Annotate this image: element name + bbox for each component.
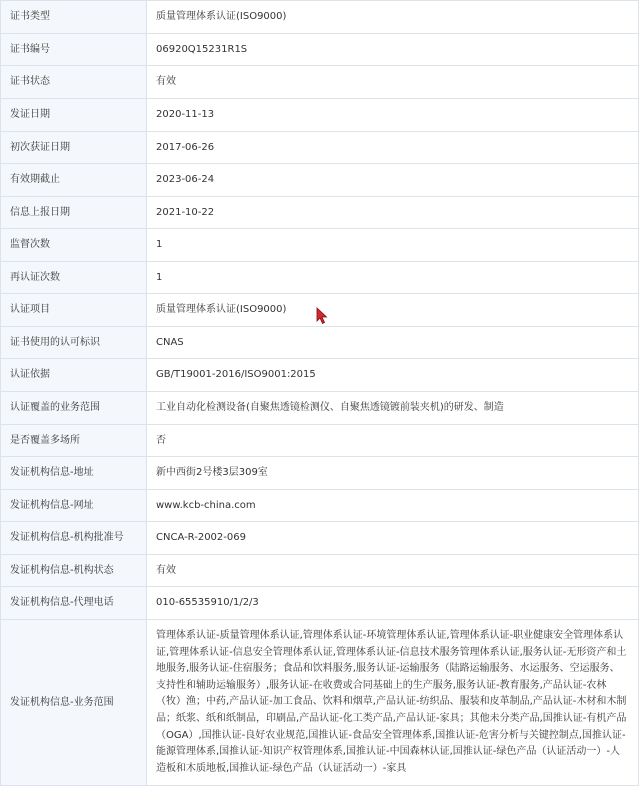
value-accreditation-mark: CNAS <box>147 327 639 359</box>
label-expiry-date: 有效期截止 <box>1 164 147 197</box>
label-cert-basis: 认证依据 <box>1 359 147 392</box>
value-issuer-website: www.kcb-china.com <box>147 490 639 522</box>
row-first-cert-date <box>1 132 639 164</box>
label-cert-type: 证书类型 <box>1 1 147 34</box>
label-issuer-business-scope: 发证机构信息-业务范围 <box>1 620 147 786</box>
value-issuer-phone: 010-65535910/1/2/3 <box>147 587 639 620</box>
row-cert-status <box>1 66 639 99</box>
row-issue-date <box>1 99 639 132</box>
row-issuer-address <box>1 457 639 490</box>
value-cert-number: 06920Q15231R1S <box>147 34 639 66</box>
value-cert-type: 质量管理体系认证(ISO9000) <box>147 1 639 34</box>
label-issuer-approval-no: 发证机构信息-机构批准号 <box>1 522 147 555</box>
row-supervision-count <box>1 229 639 262</box>
value-cert-project: 质量管理体系认证(ISO9000) <box>147 294 639 327</box>
row-issuer-website <box>1 490 639 522</box>
row-recert-count <box>1 262 639 294</box>
label-cert-status: 证书状态 <box>1 66 147 99</box>
label-issuer-address: 发证机构信息-地址 <box>1 457 147 490</box>
row-cert-number <box>1 34 639 66</box>
value-multi-site: 否 <box>147 425 639 457</box>
label-cert-project: 认证项目 <box>1 294 147 327</box>
row-issuer-phone <box>1 587 639 620</box>
label-recert-count: 再认证次数 <box>1 262 147 294</box>
label-multi-site: 是否覆盖多场所 <box>1 425 147 457</box>
row-business-scope <box>1 392 639 425</box>
label-issuer-website: 发证机构信息-网址 <box>1 490 147 522</box>
value-cert-status: 有效 <box>147 66 639 99</box>
value-supervision-count: 1 <box>147 229 639 262</box>
row-cert-type <box>1 1 639 34</box>
value-issuer-business-scope: 管理体系认证-质量管理体系认证,管理体系认证-环境管理体系认证,管理体系认证-职业健康安全管理体系认证,管理体系认证-信息安全管理体系认证,管理体系认证-信息技术服务管理体系认证,服务认证-无形资产和土地服务,服务认证-住宿服务；食品和饮料服务,服务认证-运输服务（陆路运输服务、水运服务、空运服务、支持性和辅助运输服务）,服务认证-在收费或合同基础上的生产服务,服务认证-教育服务,产品认证-农林（牧）渔；中药,产品认证-加工食品、饮料和烟草,产品认证-纺织品、服装和皮革制品,产品认证-木材和木制品；纸浆、纸和纸制品，印刷品,产品认证-化工类产品,产品认证-家具；其他未分类产品,国推认证-有机产品（OGA）,国推认证-良好农业规范,国推认证-食品安全管理体系,国推认证-危害分析与关键控制点,国推认证-能源管理体系,国推认证-知识产权管理体系,国推认证-中国森林认证,国推认证-绿色产品（认证活动一）-人造板和木质地板,国推认证-绿色产品（认证活动一）-家具 <box>147 620 639 786</box>
row-multi-site <box>1 425 639 457</box>
label-report-date: 信息上报日期 <box>1 197 147 229</box>
value-expiry-date: 2023-06-24 <box>147 164 639 197</box>
value-issuer-address: 新中西街2号楼3层309室 <box>147 457 639 490</box>
mouse-pointer-shape <box>317 308 327 324</box>
row-expiry-date <box>1 164 639 197</box>
label-cert-number: 证书编号 <box>1 34 147 66</box>
value-issuer-approval-no: CNCA-R-2002-069 <box>147 522 639 555</box>
label-issuer-status: 发证机构信息-机构状态 <box>1 555 147 587</box>
value-first-cert-date: 2017-06-26 <box>147 132 639 164</box>
row-issuer-approval-no <box>1 522 639 555</box>
value-issue-date: 2020-11-13 <box>147 99 639 132</box>
value-cert-basis: GB/T19001-2016/ISO9001:2015 <box>147 359 639 392</box>
label-business-scope: 认证覆盖的业务范围 <box>1 392 147 425</box>
value-issuer-status: 有效 <box>147 555 639 587</box>
mouse-pointer-icon <box>316 307 328 325</box>
row-accreditation-mark <box>1 327 639 359</box>
value-recert-count: 1 <box>147 262 639 294</box>
row-issuer-business-scope <box>1 620 639 786</box>
value-report-date: 2021-10-22 <box>147 197 639 229</box>
row-issuer-status <box>1 555 639 587</box>
label-accreditation-mark: 证书使用的认可标识 <box>1 327 147 359</box>
label-issue-date: 发证日期 <box>1 99 147 132</box>
label-issuer-phone: 发证机构信息-代理电话 <box>1 587 147 620</box>
label-supervision-count: 监督次数 <box>1 229 147 262</box>
row-report-date <box>1 197 639 229</box>
value-business-scope: 工业自动化检测设备(自聚焦透镜检测仪、自聚焦透镜镀前装夹机)的研发、制造 <box>147 392 639 425</box>
label-first-cert-date: 初次获证日期 <box>1 132 147 164</box>
row-cert-basis <box>1 359 639 392</box>
